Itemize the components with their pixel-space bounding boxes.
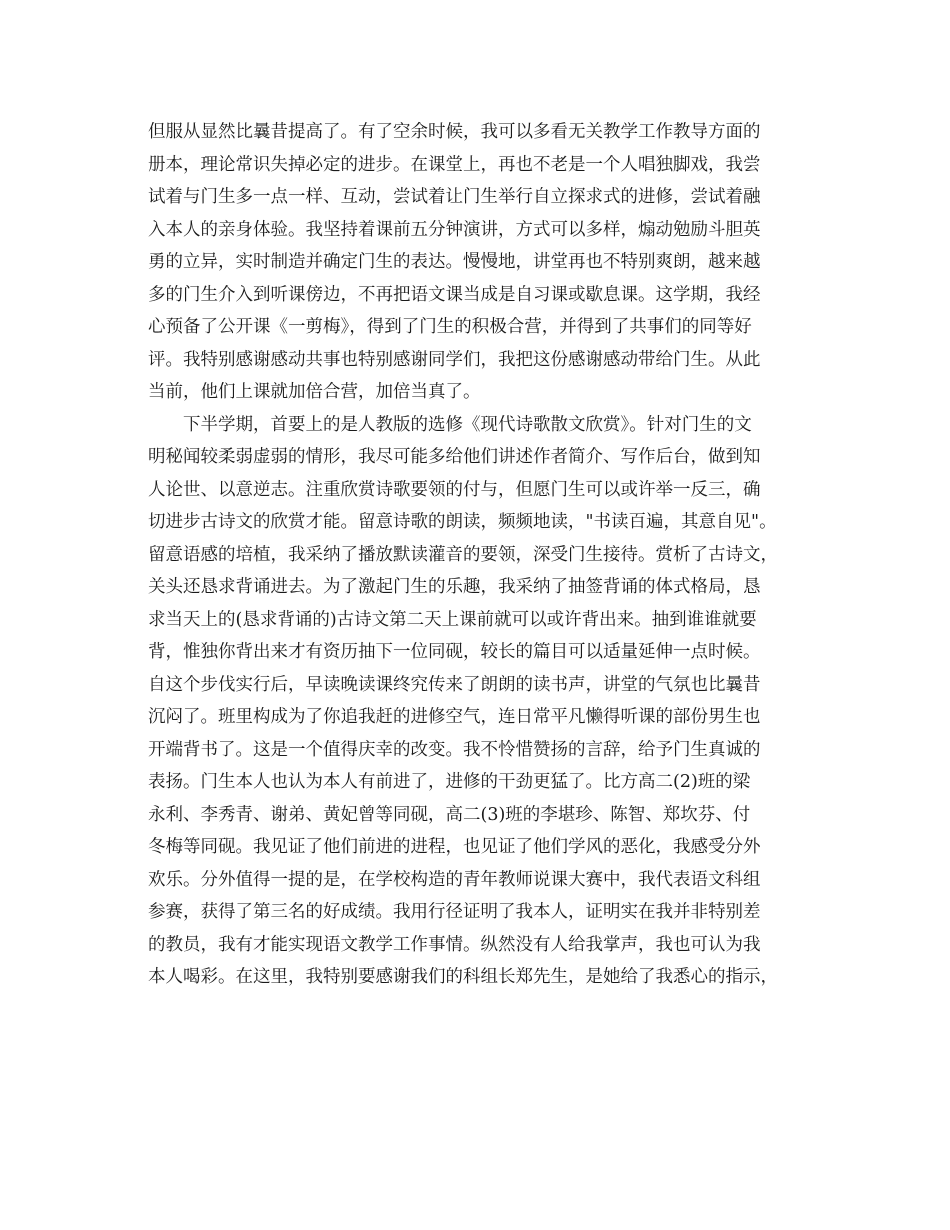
body-text [148,116,818,994]
text-line: 多的门生介入到听课傍边，不再把语文课当成是自习课或歇息课。这学期，我经 [148,284,761,305]
text-line: 的教员，我有才能实现语文教学工作事情。纵然没有人给我掌声，我也可认为我 [148,934,761,955]
paragraph-2 [148,409,818,994]
text-line: 求当天上的(恳求背诵的)古诗文第二天上课前就可以或许背出来。抽到谁谁就要 [148,609,757,630]
text-line: 自这个步伐实行后，早读晚读课终究传来了朗朗的读书声，讲堂的气氛也比曩昔 [148,674,761,695]
text-line: 开端背书了。这是一个值得庆幸的改变。我不怜惜赞扬的言辞，给予门生真诚的 [148,739,761,760]
text-line: 切进步古诗文的欣赏才能。留意诗歌的朗读，频频地读，"书读百遍，其意自见"。 [148,512,777,532]
text-line: 入本人的亲身体验。我坚持着课前五分钟演讲，方式可以多样，煽动勉励斗胆英 [148,219,761,240]
text-line: 本人喝彩。在这里，我特别要感谢我们的科组长郑先生，是她给了我悉心的指示， [148,967,778,987]
text-line: 冬梅等同砚。我见证了他们前进的进程，也见证了他们学风的恶化，我感受分外 [148,837,761,857]
paragraph-1 [148,116,818,409]
text-line: 背，惟独你背出来才有资历抽下一位同砚，较长的篇目可以适量延伸一点时候。 [148,642,761,662]
text-line: 勇的立异，实时制造并确定门生的表达。慢慢地，讲堂再也不特别爽朗，越来越 [148,252,761,272]
text-line: 下半学期，首要上的是人教版的选修《现代诗歌散文欣赏》。针对门生的文 [148,414,752,435]
text-line: 欢乐。分外值得一提的是，在学校构造的青年教师说课大赛中，我代表语文科组 [148,869,761,890]
text-line: 心预备了公开课《一剪梅》，得到了门生的积极合营，并得到了共事们的同等好 [148,317,752,337]
text-line: 沉闷了。班里构成为了你追我赶的进修空气，连日常平凡懒得听课的部份男生也 [148,707,761,727]
text-line: 明秘闻较柔弱虚弱的情形，我尽可能多给他们讲述作者简介、写作后台，做到知 [148,447,761,467]
text-line: 参赛，获得了第三名的好成绩。我用行径证明了我本人，证明实在我并非特别差 [148,902,761,922]
text-line: 永利、李秀青、谢弟、黄妃曾等同砚，高二(3)班的李堪珍、陈智、郑坎芬、付 [148,804,751,825]
text-line: 留意语感的培植，我采纳了播放默读灌音的要领，深受门生接待。赏析了古诗文， [148,544,778,565]
text-line: 试着与门生多一点一样、互动，尝试着让门生举行自立探求式的进修，尝试着融 [148,187,761,207]
text-line: 表扬。门生本人也认为本人有前进了，进修的干劲更猛了。比方高二(2)班的梁 [148,772,751,792]
text-line: 关头还恳求背诵进去。为了激起门生的乐趣，我采纳了抽签背诵的体式格局，恳 [148,577,761,597]
text-line: 但服从显然比曩昔提高了。有了空余时候，我可以多看无关教学工作教导方面的 [148,122,761,142]
text-line: 人论世、以意逆志。注重欣赏诗歌要领的付与，但愿门生可以或许举一反三，确 [148,479,761,500]
text-line: 册本，理论常识失掉必定的进步。在课堂上，再也不老是一个人唱独脚戏，我尝 [148,154,761,175]
text-line: 当前，他们上课就加倍合营，加倍当真了。 [148,382,481,402]
text-line: 评。我特别感谢感动共事也特别感谢同学们，我把这份感谢感动带给门生。从此 [148,349,761,370]
